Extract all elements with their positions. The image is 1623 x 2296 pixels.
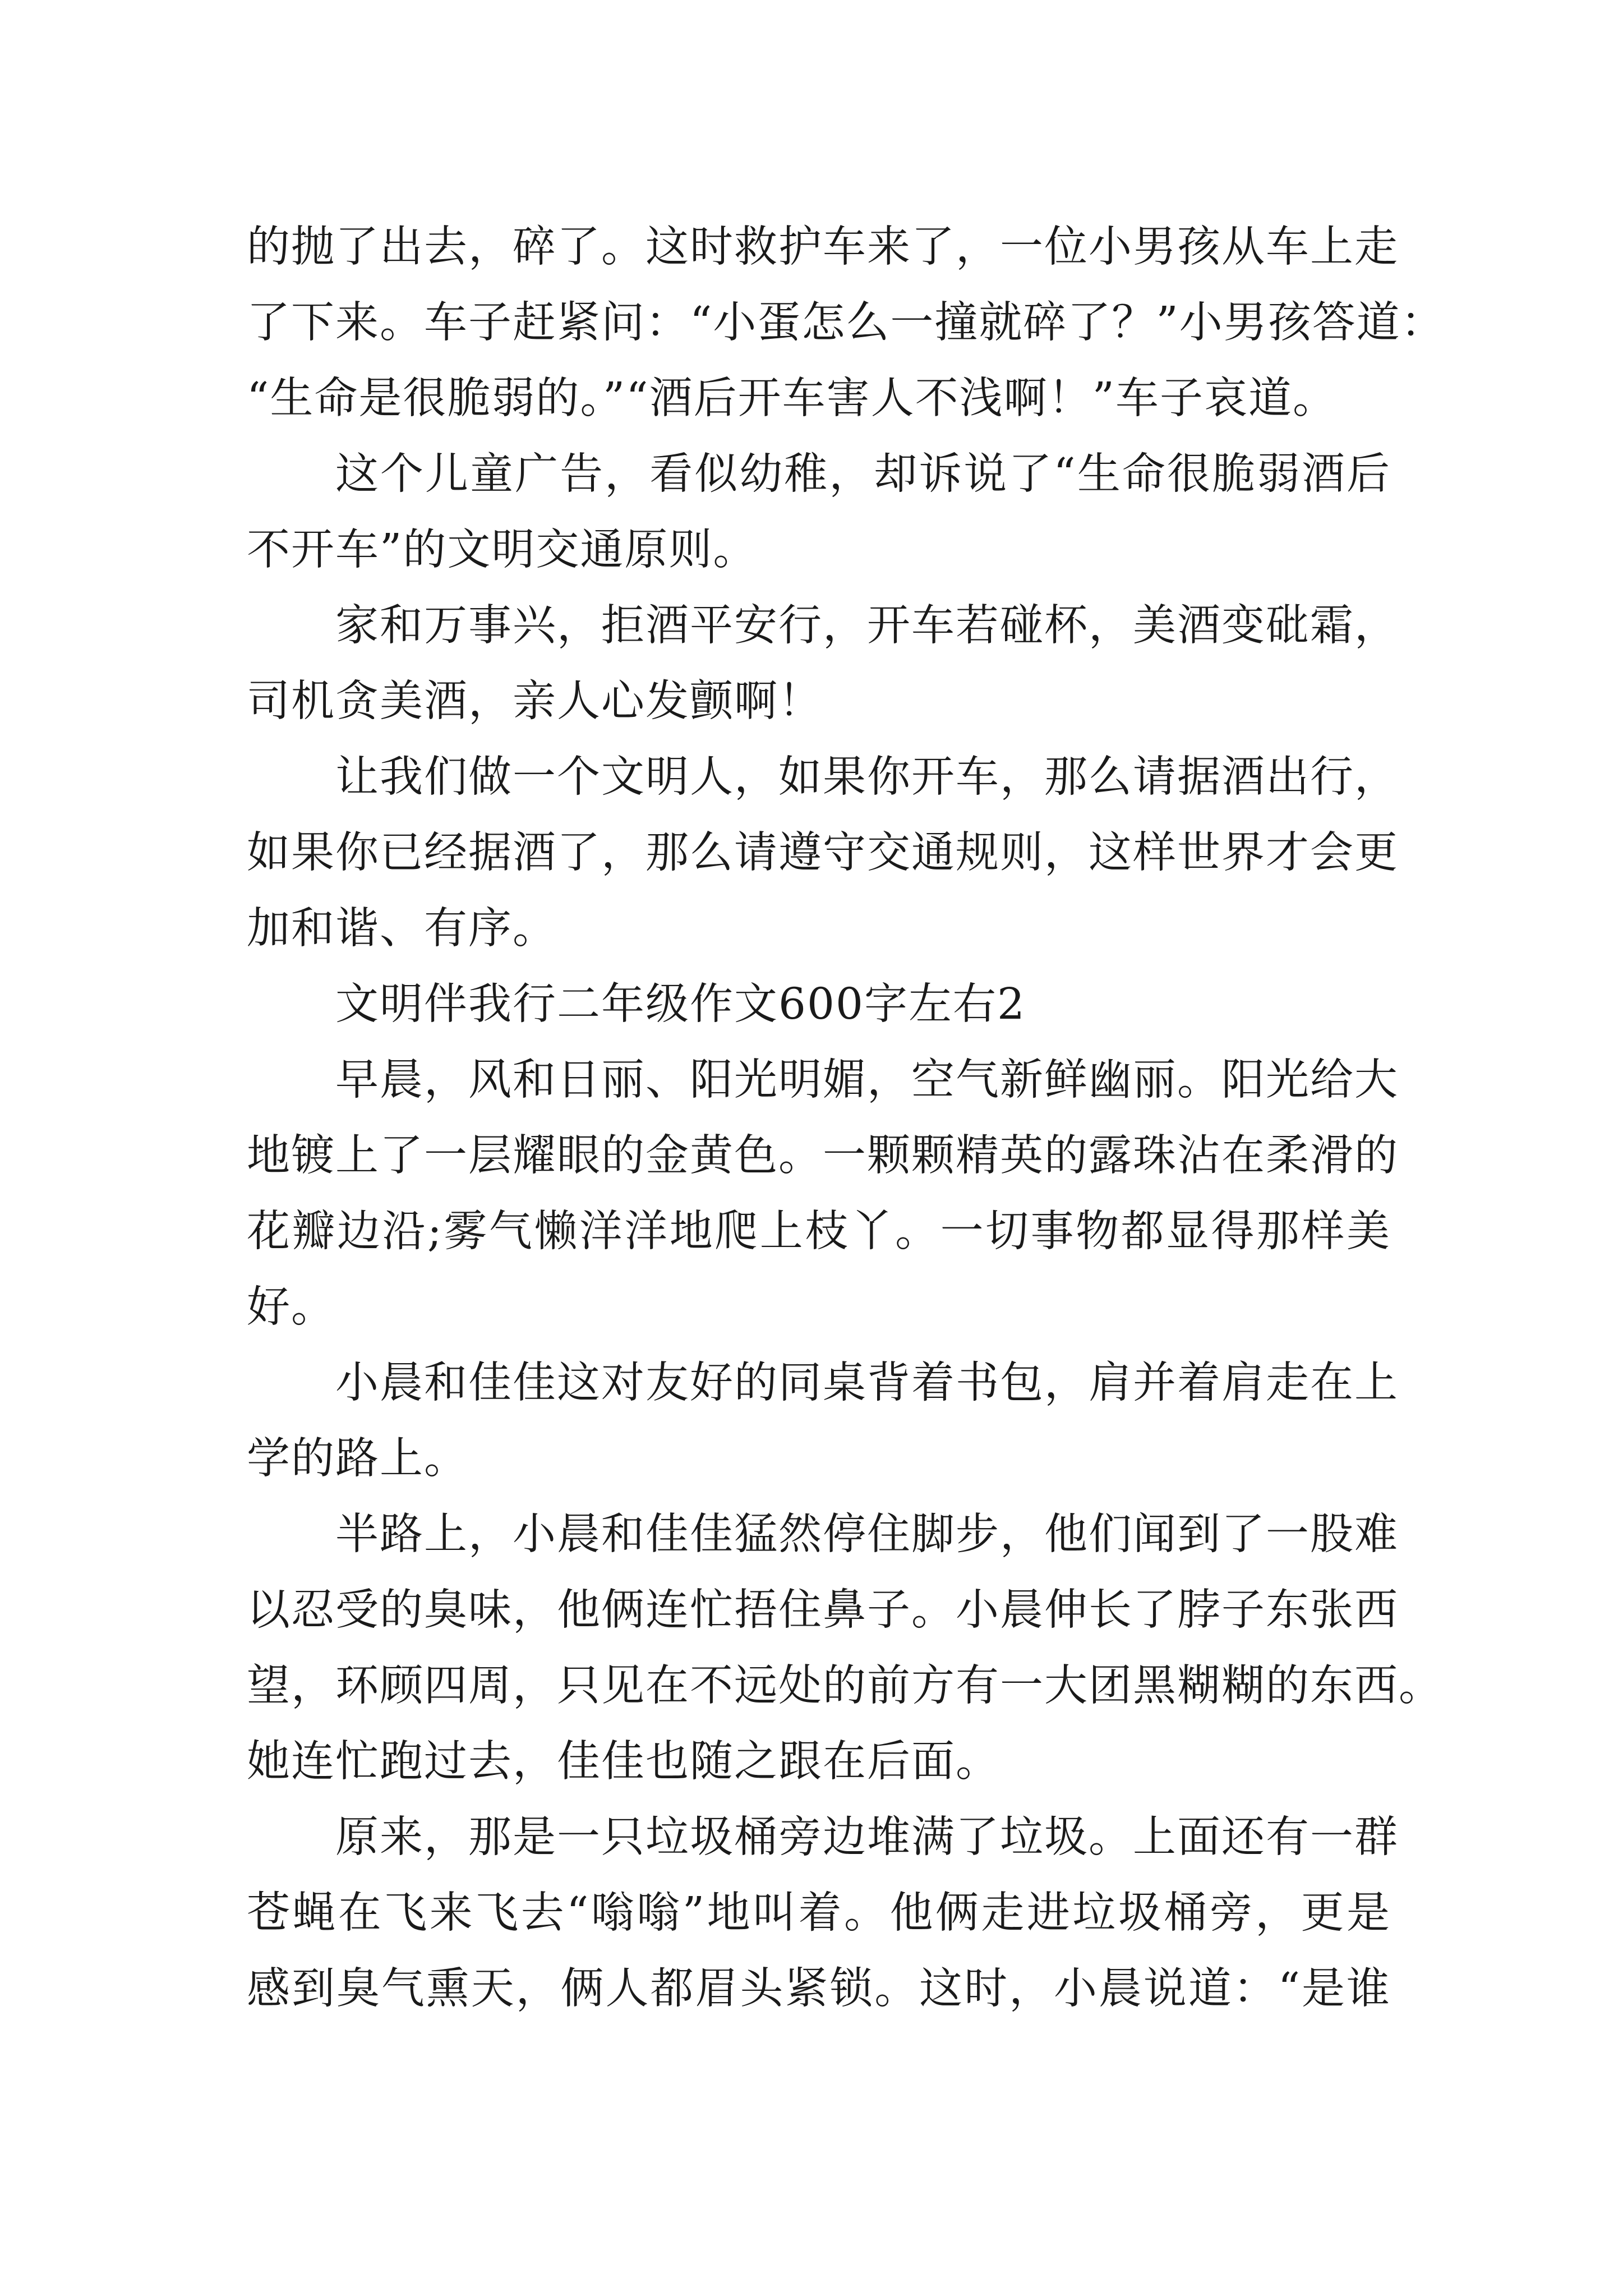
text-line: 学的路上。 bbox=[247, 1434, 468, 1484]
paragraph-1 bbox=[247, 209, 1445, 436]
section-heading bbox=[247, 967, 1391, 1042]
text-line: 了下来。车子赶紧问：“小蛋怎么一撞就碎了？”小男孩答道： bbox=[247, 298, 1445, 348]
paragraph-5 bbox=[247, 1042, 1399, 1345]
text-line: 家和万事兴，拒酒平安行，开车若碰杯，美酒变砒霜， bbox=[335, 601, 1399, 651]
text-line: 好。 bbox=[247, 1282, 335, 1332]
document-body bbox=[247, 209, 1445, 2027]
text-line: 小晨和佳佳这对友好的同桌背着书包，肩并着肩走在上 bbox=[335, 1358, 1399, 1408]
text-line: 她连忙跑过去，佳佳也随之跟在后面。 bbox=[247, 1737, 1000, 1787]
paragraph-3 bbox=[247, 588, 1399, 739]
text-line: 的抛了出去，碎了。这时救护车来了，一位小男孩从车上走 bbox=[247, 222, 1399, 272]
text-line: 这个儿童广告，看似幼稚，却诉说了“生命很脆弱酒后 bbox=[335, 449, 1391, 499]
text-line: 不开车”的文明交通原则。 bbox=[247, 525, 758, 575]
paragraph-4 bbox=[247, 739, 1399, 967]
text-line: 早晨，风和日丽、阳光明媚，空气新鲜幽丽。阳光给大 bbox=[335, 1055, 1399, 1105]
text-line: 司机贪美酒，亲人心发颤啊！ bbox=[247, 677, 823, 726]
text-line: 原来，那是一只垃圾桶旁边堆满了垃圾。上面还有一群 bbox=[335, 1812, 1399, 1862]
text-line: 感到臭气熏天，俩人都眉头紧锁。这时，小晨说道：“是谁 bbox=[247, 1964, 1391, 2014]
text-line: “生命是很脆弱的。”“酒后开车害人不浅啊！”车子哀道。 bbox=[247, 374, 1337, 424]
text-line: 花瓣边沿;雾气懒洋洋地爬上枝丫。一切事物都显得那样美 bbox=[247, 1207, 1391, 1257]
text-line: 半路上，小晨和佳佳猛然停住脚步，他们闻到了一股难 bbox=[335, 1510, 1399, 1559]
paragraph-6 bbox=[247, 1345, 1399, 1497]
text-line: 让我们做一个文明人，如果你开车，那么请据酒出行， bbox=[335, 752, 1399, 802]
paragraph-7 bbox=[247, 1497, 1443, 1800]
paragraph-2 bbox=[247, 436, 1391, 588]
text-line: 望，环顾四周，只见在不远处的前方有一大团黑糊糊的东西。 bbox=[247, 1661, 1443, 1711]
text-line: 如果你已经据酒了，那么请遵守交通规则，这样世界才会更 bbox=[247, 828, 1399, 878]
text-line: 地镀上了一层耀眼的金黄色。一颗颗精英的露珠沾在柔滑的 bbox=[247, 1131, 1399, 1181]
text-line: 文明伴我行二年级作文600字左右2 bbox=[335, 979, 1026, 1029]
text-line: 加和谐、有序。 bbox=[247, 904, 557, 954]
text-line: 苍蝇在飞来飞去“嗡嗡”地叫着。他俩走进垃圾桶旁，更是 bbox=[247, 1888, 1391, 1938]
text-line: 以忍受的臭味，他俩连忙捂住鼻子。小晨伸长了脖子东张西 bbox=[247, 1585, 1399, 1635]
paragraph-8 bbox=[247, 1800, 1399, 2027]
